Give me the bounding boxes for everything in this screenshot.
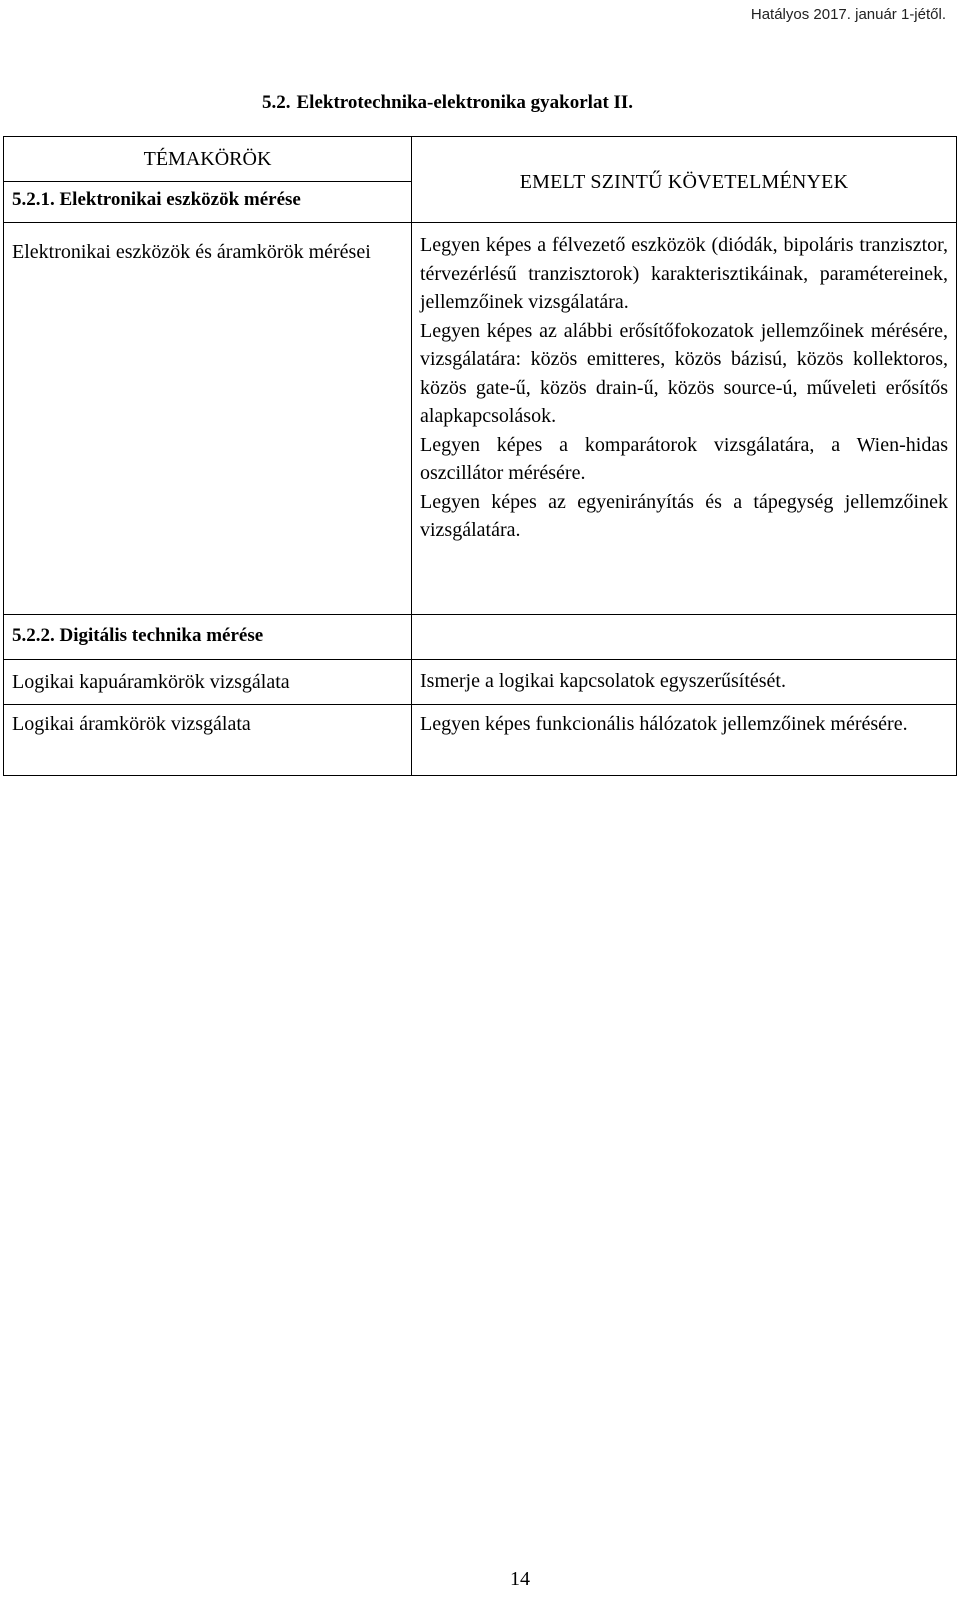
section-title-text: Elektrotechnika-elektronika gyakorlat II. [296, 92, 634, 113]
table-row [4, 660, 957, 705]
requirement-item: Legyen képes az alábbi erősítőfokozatok jellemzőinek mérésére, vizsgálatára: közös emitteres, közös bázisú, közös kollektoros, közös gate-ű, közös drain-ű, közös source-ú, műveleti erősítős alapkapcsolások. [420, 319, 948, 427]
group2-requirement-1 [412, 660, 957, 705]
group1-content-row [4, 223, 957, 615]
group2-topic-1: Logikai kapuáramkörök vizsgálata [4, 660, 412, 705]
group2-requirement-2 [412, 705, 957, 776]
requirement-item: Legyen képes a félvezető eszközök (diódák, bipoláris tranzisztor, térvezérlésű tranzisztorok) karakterisztikáinak, paramétereinek, jellemzőinek vizsgálatára. [420, 234, 948, 313]
group2-topic-2: Logikai áramkörök vizsgálata [4, 705, 412, 776]
page-number: 14 [510, 1568, 530, 1590]
group1-topic-text: Elektronikai eszközök és áramkörök mérései [12, 241, 371, 263]
requirement-item: Legyen képes az egyenirányítás és a tápegység jellemzőinek vizsgálatára. [420, 490, 948, 541]
col-header-topics: TÉMAKÖRÖK [4, 137, 412, 182]
group2-title-row [4, 615, 957, 660]
table-row [4, 705, 957, 776]
requirements-table [3, 136, 957, 776]
header-note: Hatályos 2017. január 1-jétől. [750, 6, 946, 23]
table-header-row [4, 137, 957, 182]
group1-topic [4, 223, 412, 615]
requirement-item: Legyen képes a komparátorok vizsgálatára, a Wien-hidas oszcillátor mérésére. [420, 433, 948, 484]
requirement-item: Legyen képes funkcionális hálózatok jellemzőinek mérésére. [420, 713, 908, 735]
group1-title: 5.2.1. Elektronikai eszközök mérése [4, 182, 412, 223]
col-header-requirements: EMELT SZINTŰ KÖVETELMÉNYEK [412, 137, 957, 223]
group1-requirements [412, 223, 957, 615]
group2-title: 5.2.2. Digitális technika mérése [4, 615, 412, 660]
section-number: 5.2. [262, 92, 291, 113]
section-title [262, 92, 633, 114]
requirement-item: Ismerje a logikai kapcsolatok egyszerűsítését. [420, 670, 786, 692]
group2-title-blank [412, 615, 957, 660]
